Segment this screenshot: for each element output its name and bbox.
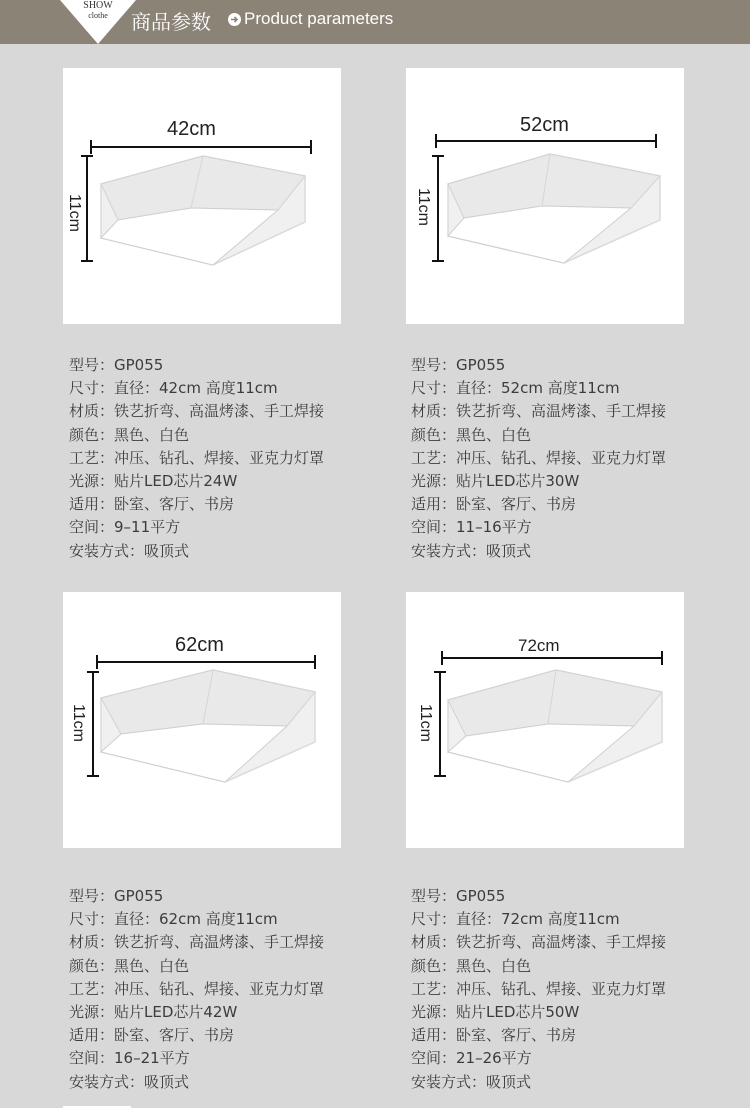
spec-space: 空间：21–26平方 [411,1049,532,1068]
product-photo-72cm [406,592,684,848]
show-badge [60,0,136,44]
product-photo-42cm [63,68,341,324]
width-label: 72cm [518,636,560,655]
spec-size: 尺寸：直径：52cm 高度11cm [411,379,620,398]
spec-material: 材质：铁艺折弯、高温烤漆、手工焊接 [69,933,325,952]
spec-suitable: 适用：卧室、客厅、书房 [69,495,235,514]
section-title: 商品参数 [131,10,211,34]
lamp-drawing [406,592,684,848]
spec-color: 颜色：黑色、白色 [69,956,190,975]
spec-list-42cm [69,354,389,563]
width-label: 42cm [167,118,216,140]
height-label: 11cm [70,704,87,742]
spec-install: 安装方式：吸顶式 [411,541,532,560]
badge-top-text: SHOW [83,0,113,11]
spec-install: 安装方式：吸顶式 [69,1072,190,1091]
spec-space: 空间：16–21平方 [69,1049,190,1068]
spec-model: 型号：GP055 [411,356,506,374]
lamp-drawing [406,68,684,324]
spec-install: 安装方式：吸顶式 [69,541,190,560]
spec-model: 型号：GP055 [69,356,164,374]
spec-suitable: 适用：卧室、客厅、书房 [411,495,577,514]
spec-craft: 工艺：冲压、钻孔、焊接、亚克力灯罩 [69,979,325,998]
spec-list-72cm [411,885,731,1094]
spec-space: 空间：9–11平方 [69,518,181,537]
spec-space: 空间：11–16平方 [411,518,532,537]
spec-list-62cm [69,885,389,1094]
spec-craft: 工艺：冲压、钻孔、焊接、亚克力灯罩 [411,448,667,467]
spec-color: 颜色：黑色、白色 [69,425,190,444]
spec-list-52cm [411,354,731,563]
spec-light-source: 光源：贴片LED芯片30W [411,471,580,490]
lamp-drawing [63,68,341,324]
section-subtitle: Product parameters [244,9,394,28]
spec-model: 型号：GP055 [411,887,506,905]
spec-model: 型号：GP055 [69,887,164,905]
spec-material: 材质：铁艺折弯、高温烤漆、手工焊接 [69,402,325,421]
spec-size: 尺寸：直径：62cm 高度11cm [69,910,278,929]
height-label: 11cm [66,194,83,232]
width-label: 52cm [520,114,569,136]
product-photo-52cm [406,68,684,324]
spec-size: 尺寸：直径：72cm 高度11cm [411,910,620,929]
spec-light-source: 光源：贴片LED芯片42W [69,1002,238,1021]
spec-craft: 工艺：冲压、钻孔、焊接、亚克力灯罩 [69,448,325,467]
spec-suitable: 适用：卧室、客厅、书房 [411,1026,577,1045]
spec-color: 颜色：黑色、白色 [411,956,532,975]
badge-bottom-text: clothe [88,11,108,20]
spec-material: 材质：铁艺折弯、高温烤漆、手工焊接 [411,933,667,952]
spec-light-source: 光源：贴片LED芯片50W [411,1002,580,1021]
arrow-right-icon [228,13,241,26]
height-label: 11cm [415,188,432,226]
spec-craft: 工艺：冲压、钻孔、焊接、亚克力灯罩 [411,979,667,998]
product-photo-62cm [63,592,341,848]
spec-suitable: 适用：卧室、客厅、书房 [69,1026,235,1045]
spec-install: 安装方式：吸顶式 [411,1072,532,1091]
section-header [0,0,750,44]
spec-color: 颜色：黑色、白色 [411,425,532,444]
lamp-drawing [63,592,341,848]
spec-light-source: 光源：贴片LED芯片24W [69,471,238,490]
spec-size: 尺寸：直径：42cm 高度11cm [69,379,278,398]
spec-material: 材质：铁艺折弯、高温烤漆、手工焊接 [411,402,667,421]
height-label: 11cm [417,704,434,742]
width-label: 62cm [175,634,224,656]
